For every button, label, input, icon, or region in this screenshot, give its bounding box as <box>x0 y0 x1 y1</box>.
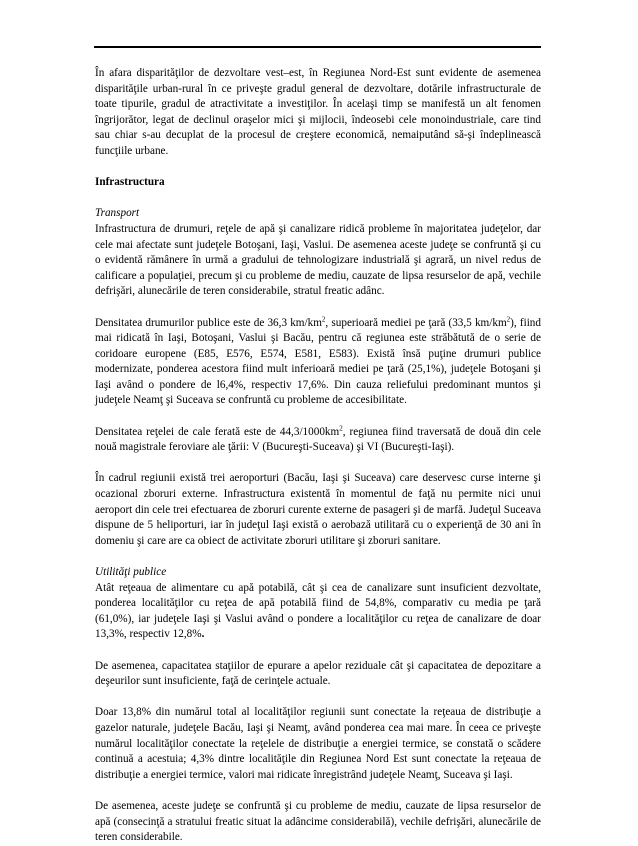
superscript: 2 <box>321 314 326 323</box>
subheading-utilitati-publice: Utilităţi publice <box>95 566 167 578</box>
road-density-text-cont: , superioară mediei pe ţară (33,5 km/km <box>325 316 507 329</box>
superscript: 2 <box>506 314 511 323</box>
road-density-text: Densitatea drumurilor publice este de 36,3 km/km <box>95 316 322 329</box>
section-heading-infrastructura: Infrastructura <box>95 176 165 189</box>
rail-density-text: Densitatea reţelei de cale ferată este de 44,3/1000km <box>95 425 340 438</box>
superscript: 2 <box>339 423 343 432</box>
subheading-transport: Transport <box>95 207 140 220</box>
bold-period: . <box>201 628 205 641</box>
transport-paragraph-3 <box>95 425 541 456</box>
utilitati-paragraph-3: Doar 13,8% din numărul total al localităţilor regiunii sunt conectate la reţeaua de distribuţie a gazelor naturale, judeţele Bacău, Iaşi şi Neamţ, având ponderea cea mai mare. În ceea ce priveşte numărul localităţilor conectate la reţelele de distribuţie a energiei termice, se constată o scădere continuă a acestuia; 4,3% dintre localităţile din Regiunea Nord Est sunt conectate la reţeaua de distribuţie a energiei termice, valori mai ridicate înregistrând judeţele Neamţ, Suceava şi Iaşi. <box>95 706 541 781</box>
water-network-text: Atât reţeaua de alimentare cu apă potabilă, cât şi cea de canalizare sunt insuficient dezvoltate, ponderea localităţilor cu reţea de apă potabilă fiind de 54,8%, comparativ cu media pe ţară (61,0%), iar judeţele Iaşi şi Vaslui având o pondere a localităţilor cu reţea de canalizare de doar 13,3%, respectiv 12,8% <box>95 581 541 641</box>
transport-paragraph-4: În cadrul regiunii există trei aeroporturi (Bacău, Iaşi şi Suceava) care deservesc curse interne şi ocazional zboruri externe. Infrastructura existentă în momentul de faţă nu permite nici unui aeroport din cele trei efectuarea de zboruri curente externe de pasageri şi de marfă. Judeţul Suceava dispune de 5 heliporturi, iar în judeţul Iaşi există o aerobază utilitară cu o experienţă de 30 ani în domeniu şi care are ca obiect de activitate zboruri utilitare şi zboruri sanitare. <box>95 472 541 547</box>
utilitati-paragraph-2: De asemenea, capacitatea staţiilor de epurare a apelor reziduale cât şi capacitatea de depozitare a deşeurilor sunt insuficiente, faţă de cerinţele actuale. <box>95 659 541 688</box>
transport-paragraph-1: Infrastructura de drumuri, reţele de apă şi canalizare ridică probleme în majoritatea judeţelor, dar cele mai afectate sunt judeţele Botoşani, Iaşi, Vaslui. De asemenea aceste judeţe se confruntă şi cu o evidentă rămânere în urmă a gradului de tehnologizare industrială şi agrară, un nivel redus de calificare a populaţiei, precum şi cu probleme de mediu, cauzate de lipsa resurselor de apă, vechile defrişări, alunecările de teren considerabile, stratul freatic adânc. <box>95 222 541 298</box>
road-density-text-end: ), fiind mai ridicată în Iaşi, Botoşani, Vaslui şi Bacău, pentru că regiunea este străbătută de o serie de coridoare europene (E85, E576, E574, E581, E583). Există însă puţine drumuri publice modernizate, ponderea acestora fiind mult inferioară mediei pe ţară (25,1%), judeţele Botoşani şi Iaşi având o pondere de l6,4%, respectiv 17,6%. Din cauza reliefului predominant muntos şi judeţele Neamţ şi Suceava se confruntă cu probleme de accesibilitate. <box>95 316 541 407</box>
transport-paragraph-2 <box>95 316 541 410</box>
document-body <box>95 66 541 846</box>
intro-paragraph: În afara disparităţilor de dezvoltare vest–est, în Regiunea Nord-Est sunt evidente de asemenea disparităţile urban-rural în ce priveşte gradul general de dezvoltare, dotările infrastructurale de toate tipurile, gradul de atractivitate a investiţilor. În acelaşi timp se manifestă un alt fenomen îngrijorător, legat de declinul oraşelor mici şi mijlocii, îndeosebi cele monoindustriale, care tind sau chiar s-au decuplat de la procesul de creştere economică, nemaiputând să-şi îndeplinească funcţiile urbane. <box>95 67 541 157</box>
utilitati-paragraph-4: De asemenea, aceste judeţe se confruntă şi cu probleme de mediu, cauzate de lipsa resurselor de apă (consecinţă a stratului freatic situat la adâncime considerabilă), vechile defrişări, alunecările de teren considerabile. <box>95 799 541 844</box>
header-rule <box>94 46 541 48</box>
rail-density-text-end: , regiunea fiind traversată de două din cele nouă magistrale feroviare ale ţării: V (Bucureşti-Suceava) şi VI (Bucureşti-Iaşi). <box>95 425 541 454</box>
utilitati-paragraph-1 <box>95 581 541 643</box>
